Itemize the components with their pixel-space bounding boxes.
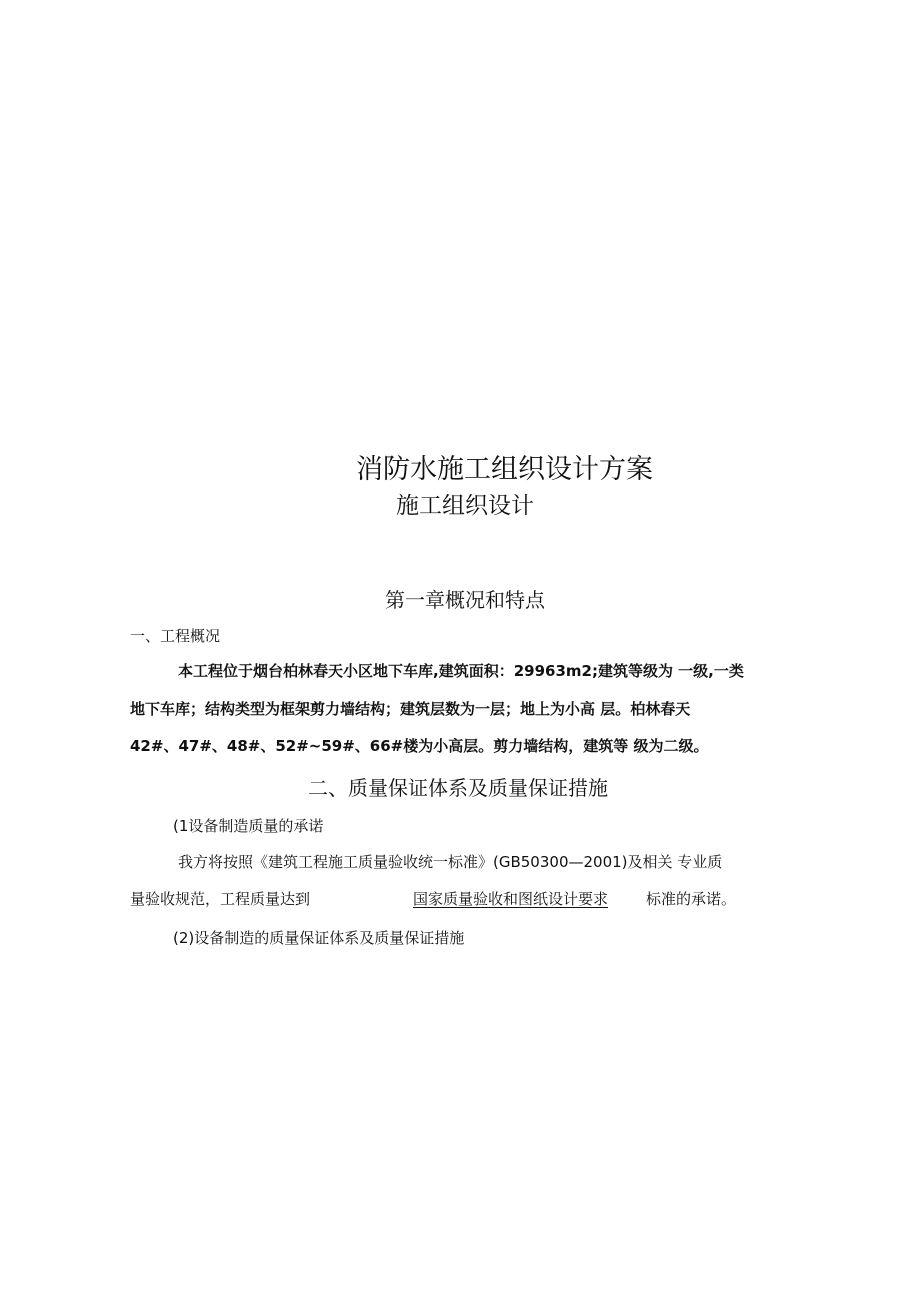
document-title: 消防水施工组织设计方案 <box>356 454 653 485</box>
underlined-standard-text: 国家质量验收和图纸设计要求 <box>413 890 609 908</box>
paragraph-line: 我方将按照《建筑工程施工质量验收统一标准》(GB50300—2001)及相关 专业质 <box>178 853 723 871</box>
document-subtitle: 施工组织设计 <box>396 493 534 519</box>
paragraph-line-suffix: 标准的承诺。 <box>646 890 737 908</box>
paragraph-line-prefix: 量验收规范，工程质量达到 <box>130 890 311 908</box>
paragraph-line: 42#、47#、48#、52#~59#、66#楼为小高层。剪力墙结构，建筑等 级为二级。 <box>130 737 709 755</box>
section-heading-overview: 一、工程概况 <box>130 627 221 645</box>
item-heading-commitment: (1设备制造质量的承诺 <box>173 817 324 835</box>
paragraph-line: 本工程位于烟台柏林春天小区地下车库,建筑面积：29963m2;建筑等级为 一级,一类 <box>178 662 744 680</box>
chapter-heading: 第一章概况和特点 <box>385 588 545 612</box>
item-heading-quality-system: (2)设备制造的质量保证体系及质量保证措施 <box>173 929 465 947</box>
section-heading-quality: 二、质量保证体系及质量保证措施 <box>308 776 608 800</box>
paragraph-line: 地下车库；结构类型为框架剪力墙结构；建筑层数为一层；地上为小高 层。柏林春天 <box>130 700 691 718</box>
